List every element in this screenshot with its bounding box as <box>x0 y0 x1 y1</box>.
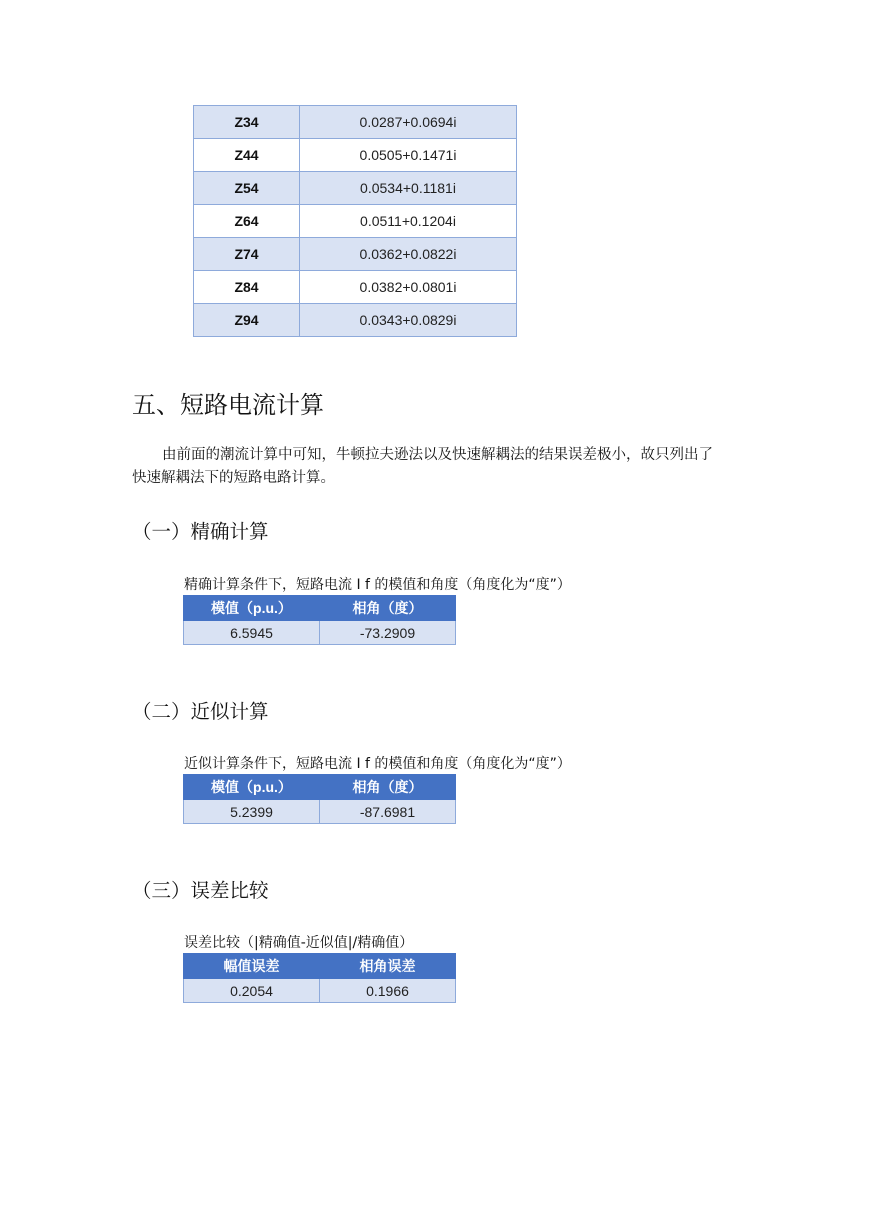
magnitude-error-value: 0.2054 <box>184 979 320 1003</box>
paragraph-line-2: 快速解耦法下的短路电路计算。 <box>132 470 335 486</box>
impedance-name: Z94 <box>194 304 300 337</box>
paragraph-line-1: 由前面的潮流计算中可知，牛顿拉夫逊法以及快速解耦法的结果误差极小，故只列出了 <box>162 447 713 463</box>
column-header: 相角（度） <box>320 775 456 800</box>
table-row <box>194 172 517 205</box>
angle-value: -73.2909 <box>320 621 456 645</box>
table-row <box>194 139 517 172</box>
section-heading: 五、短路电流计算 <box>132 391 324 419</box>
impedance-value: 0.0534+0.1181i <box>300 172 517 205</box>
column-header: 模值（p.u.） <box>184 775 320 800</box>
impedance-value: 0.0287+0.0694i <box>300 106 517 139</box>
column-header: 模值（p.u.） <box>184 596 320 621</box>
column-header: 幅值误差 <box>184 954 320 979</box>
impedance-value: 0.0362+0.0822i <box>300 238 517 271</box>
impedance-value: 0.0343+0.0829i <box>300 304 517 337</box>
impedance-value: 0.0505+0.1471i <box>300 139 517 172</box>
impedance-name: Z84 <box>194 271 300 304</box>
table-header-row <box>184 596 456 621</box>
subsection-heading-error: （三）误差比较 <box>132 879 269 902</box>
impedance-name: Z74 <box>194 238 300 271</box>
table-caption-exact: 精确计算条件下，短路电流 I f 的模值和角度（角度化为“度”） <box>184 577 571 593</box>
impedance-name: Z44 <box>194 139 300 172</box>
angle-error-value: 0.1966 <box>320 979 456 1003</box>
table-row <box>184 979 456 1003</box>
intro-paragraph <box>132 444 752 490</box>
error-comparison-table <box>183 953 456 1003</box>
column-header: 相角（度） <box>320 596 456 621</box>
table-row <box>194 106 517 139</box>
table-caption-approx: 近似计算条件下，短路电流 I f 的模值和角度（角度化为“度”） <box>184 756 571 772</box>
table-row <box>194 271 517 304</box>
table-row <box>184 800 456 824</box>
magnitude-value: 6.5945 <box>184 621 320 645</box>
subsection-heading-approx: （二）近似计算 <box>132 700 269 723</box>
table-row <box>194 304 517 337</box>
table-row <box>184 621 456 645</box>
angle-value: -87.6981 <box>320 800 456 824</box>
impedance-value: 0.0382+0.0801i <box>300 271 517 304</box>
exact-result-table <box>183 595 456 645</box>
impedance-table <box>193 105 517 337</box>
approx-result-table <box>183 774 456 824</box>
table-row <box>194 238 517 271</box>
impedance-value: 0.0511+0.1204i <box>300 205 517 238</box>
magnitude-value: 5.2399 <box>184 800 320 824</box>
table-row <box>194 205 517 238</box>
impedance-name: Z54 <box>194 172 300 205</box>
table-header-row <box>184 775 456 800</box>
column-header: 相角误差 <box>320 954 456 979</box>
impedance-name: Z64 <box>194 205 300 238</box>
table-caption-error: 误差比较（|精确值-近似值|/精确值） <box>184 935 414 951</box>
table-header-row <box>184 954 456 979</box>
impedance-name: Z34 <box>194 106 300 139</box>
subsection-heading-exact: （一）精确计算 <box>132 520 269 543</box>
